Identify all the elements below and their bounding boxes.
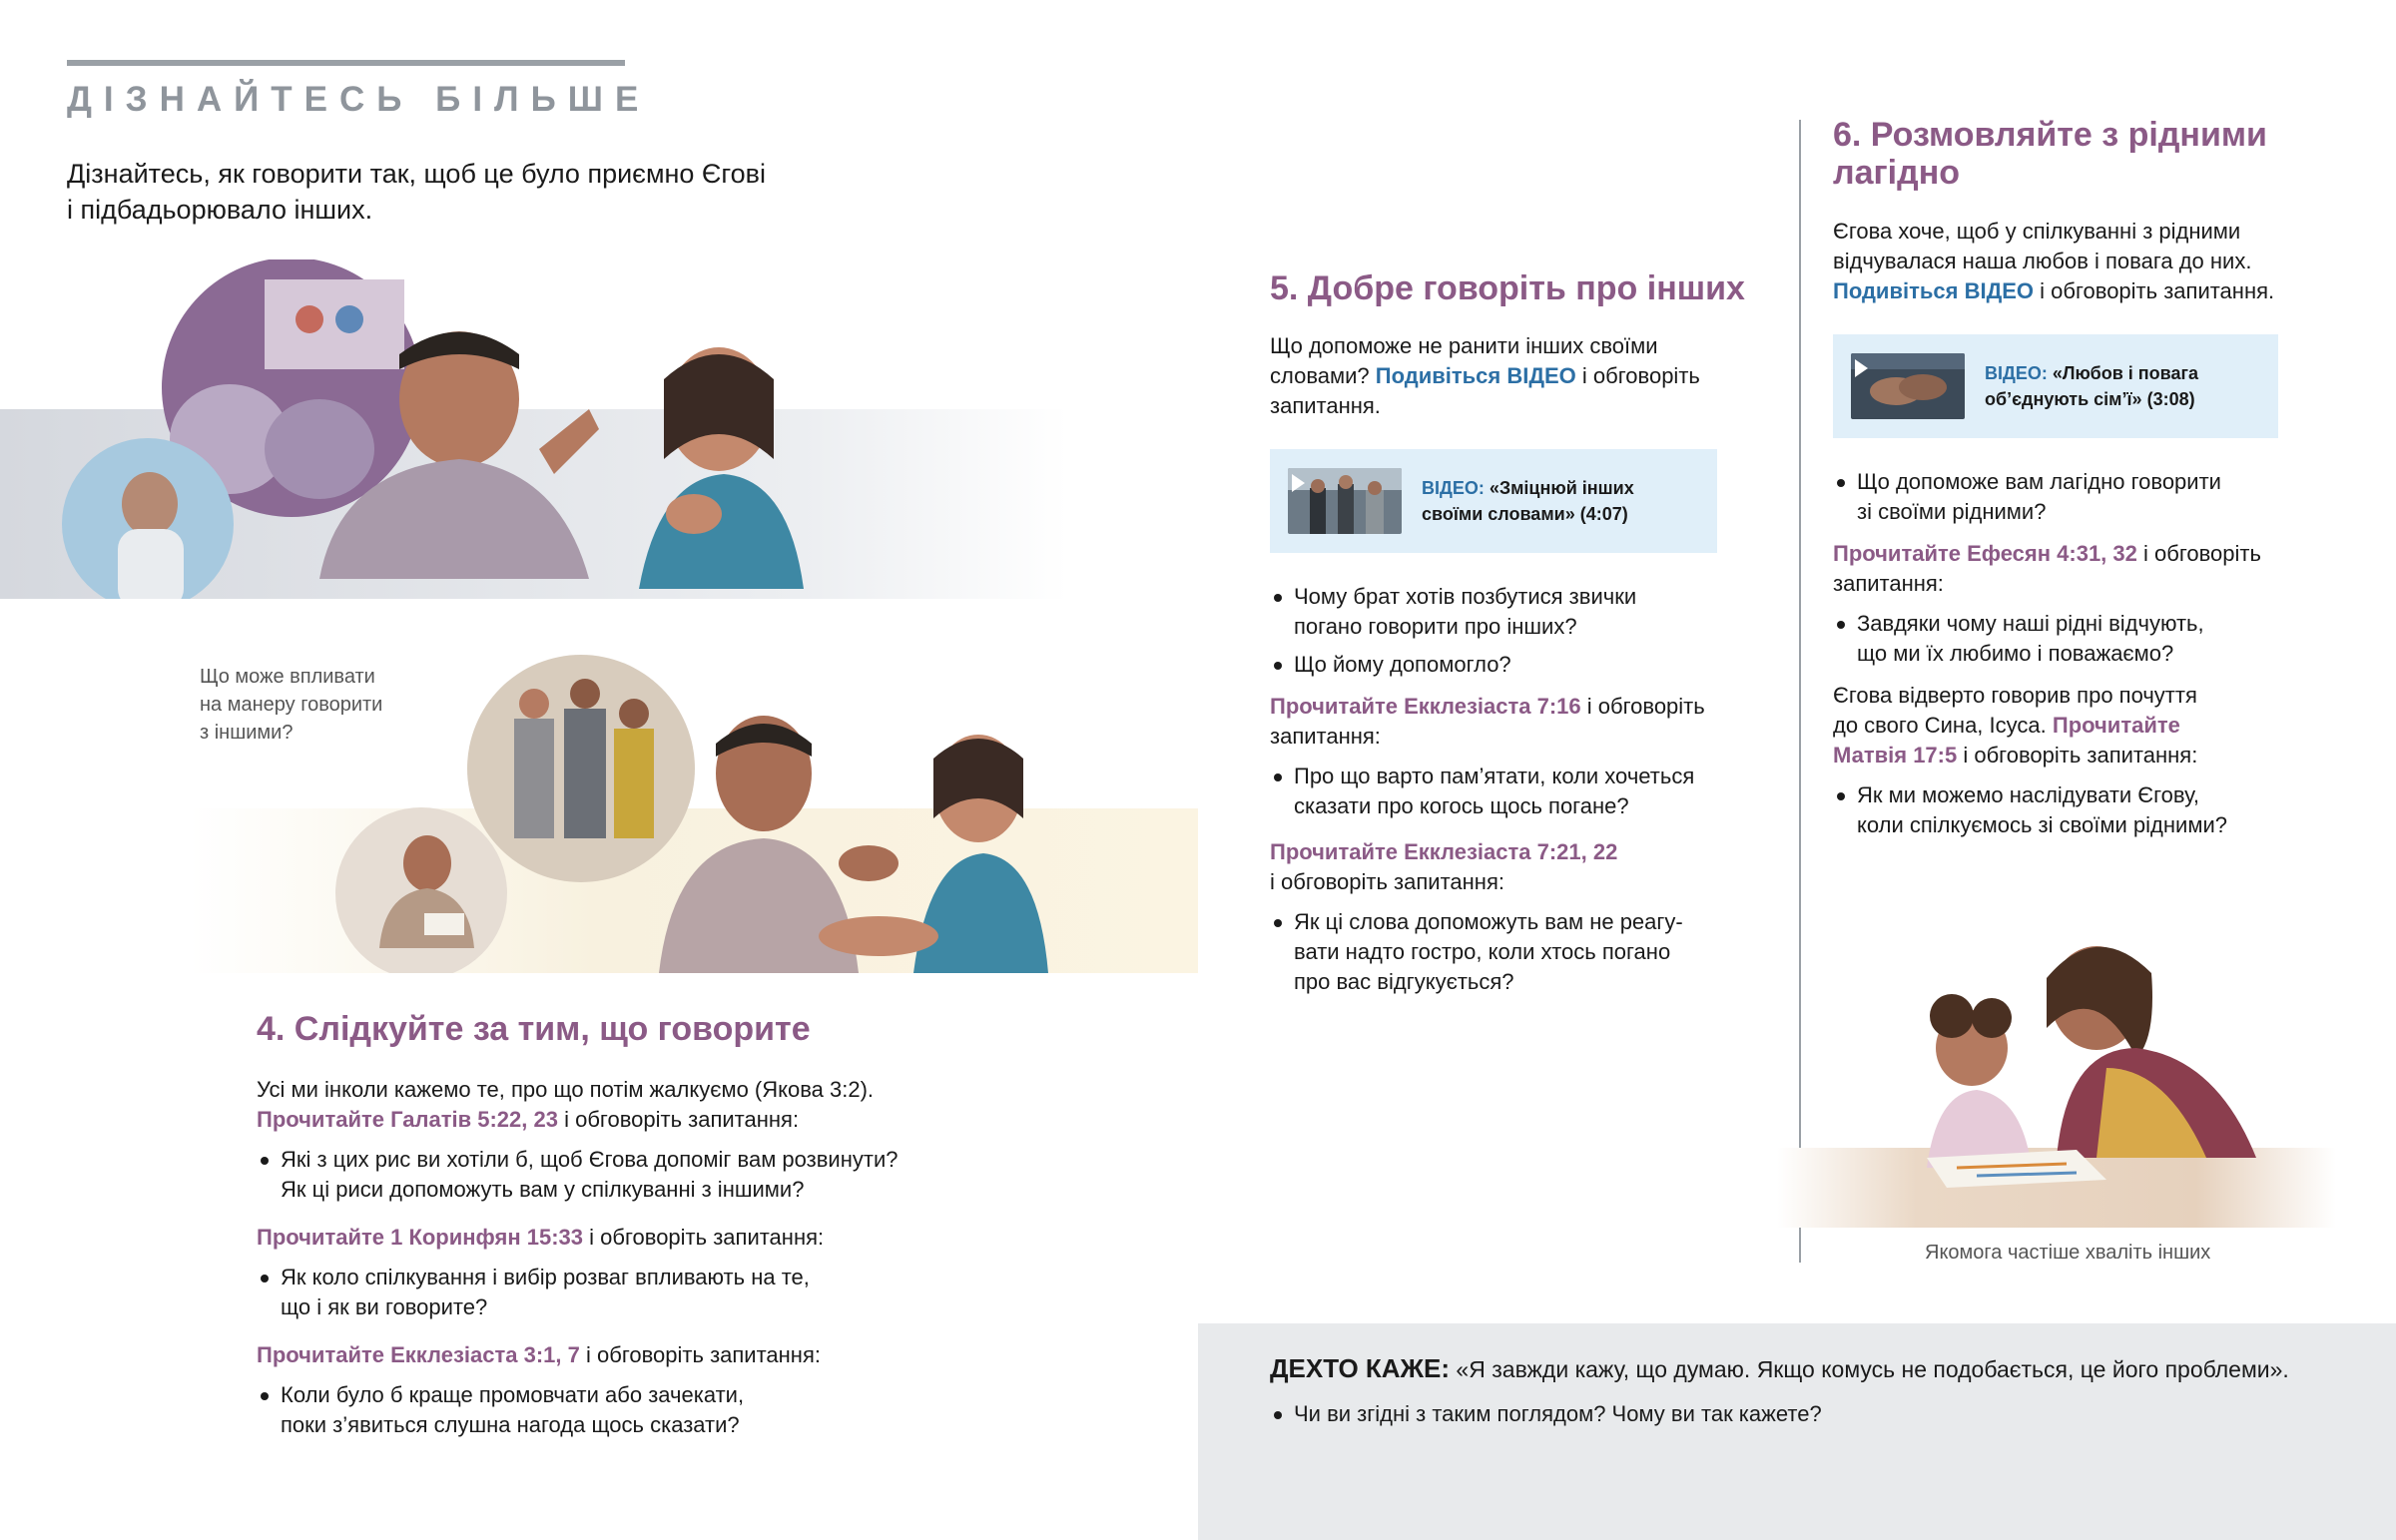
question-line: Як ці слова допоможуть вам не реагу- — [1294, 909, 1683, 934]
reading-line — [1270, 837, 1789, 867]
scripture-link[interactable]: Прочитайте Екклезіаста 7:16 — [1270, 694, 1581, 719]
reading-instruction: і обговоріть запитання: — [1270, 869, 1504, 894]
video-card[interactable] — [1270, 449, 1717, 553]
intro-line — [1270, 361, 1789, 391]
video-title[interactable] — [1985, 360, 2198, 412]
some-say-statement — [1270, 1353, 2289, 1384]
question-list — [1833, 780, 2372, 840]
section-6-title — [1833, 116, 2267, 192]
scripture-link[interactable]: Прочитайте Екклезіаста 3:1, 7 — [257, 1342, 580, 1367]
section-5-intro — [1270, 331, 1789, 421]
question-item — [1270, 582, 1789, 642]
intro-text — [67, 156, 766, 228]
reading-instruction: запитання: — [1270, 724, 1381, 749]
intro-line: запитання. — [1270, 393, 1381, 418]
video-link[interactable]: Подивіться ВІДЕО — [1375, 363, 1576, 388]
section-4-title: 4. Слідкуйте за тим, що говорите — [257, 1010, 811, 1048]
question-line: що і як ви говорите? — [281, 1294, 488, 1319]
scripture-link[interactable]: Прочитайте Екклезіаста 7:21, 22 — [1270, 839, 1618, 864]
question-line: Що допоможе вам лагідно говорити — [1857, 469, 2221, 494]
question-item — [257, 1380, 995, 1440]
reading-instruction: і обговоріть запитання: — [557, 1107, 800, 1132]
intro-line: і підбадьорювало інших. — [67, 195, 373, 225]
reading-line — [257, 1223, 995, 1253]
video-thumbnail[interactable] — [1288, 468, 1402, 534]
question-list — [1270, 582, 1789, 680]
section-kicker: ДІЗНАЙТЕСЬ БІЛЬШЕ — [67, 80, 651, 119]
section-6-intro — [1833, 217, 2372, 306]
intro-line: Дізнайтесь, як говорити так, щоб це було приємно Єгові — [67, 159, 766, 189]
video-title-text: «Любов і повага — [2047, 363, 2198, 383]
video-label: ВІДЕО: — [1985, 363, 2048, 383]
title-line: лагідно — [1833, 154, 1961, 192]
question-line: про вас відгукується? — [1294, 969, 1514, 994]
intro-line: відчувалася наша любов і повага до них. — [1833, 249, 2252, 273]
video-title-line — [1985, 360, 2198, 386]
intro-text: і обговоріть запитання. — [2034, 278, 2275, 303]
question-list — [1270, 907, 1789, 997]
header-rule — [67, 60, 625, 66]
reading-instruction: і обговоріть запитання: — [583, 1225, 825, 1250]
scripture-link[interactable]: Матвія 17:5 — [1833, 743, 1958, 768]
question-line: поки з’явиться слушна нагода щось сказати? — [281, 1412, 740, 1437]
question-list — [257, 1380, 995, 1440]
question-line: сказати про когось щось погане? — [1294, 793, 1629, 818]
play-icon[interactable] — [1855, 359, 1868, 377]
question-line: Як ми можемо наслідувати Єгову, — [1857, 782, 2200, 807]
some-say-quote: «Я завжди кажу, що думаю. Якщо комусь не подобається, це його проблеми». — [1450, 1356, 2289, 1382]
illustration-kind-talk — [170, 639, 1198, 973]
question-list — [257, 1145, 995, 1205]
question-item — [1833, 780, 2372, 840]
section-6-body — [1833, 467, 2372, 848]
section-5-title: 5. Добре говоріть про інших — [1270, 269, 1745, 307]
paragraph-text: до свого Сина, Ісуса. — [1833, 713, 2053, 738]
question-line: Як ці риси допоможуть вам у спілкуванні з іншими? — [281, 1177, 805, 1202]
video-title[interactable] — [1422, 475, 1634, 527]
intro-text: словами? — [1270, 363, 1376, 388]
reading-line — [257, 1105, 995, 1135]
paragraph-line — [1833, 741, 2372, 770]
question-line: погано говорити про інших? — [1294, 614, 1577, 639]
video-title-text: «Зміцнюй інших — [1484, 478, 1634, 498]
scripture-link[interactable]: Прочитайте Галатів 5:22, 23 — [257, 1107, 558, 1132]
section-5-body — [1270, 582, 1789, 1005]
video-link[interactable]: Подивіться ВІДЕО — [1833, 278, 2035, 303]
question-list — [257, 1263, 995, 1322]
question-item — [1270, 650, 1789, 680]
question-line: Завдяки чому наші рідні відчують, — [1857, 611, 2204, 636]
question-item: Чи ви згідні з таким поглядом? Чому ви так кажете? — [1270, 1399, 1822, 1429]
intro-line — [1833, 276, 2372, 306]
reading-instruction: і обговоріть запитання: — [579, 1342, 821, 1367]
reading-line — [257, 1340, 995, 1370]
intro-line: Єгова хоче, щоб у спілкуванні з рідними — [1833, 219, 2241, 244]
question-line: коли спілкуємось зі своїми рідними? — [1857, 812, 2227, 837]
some-say-label: ДЕХТО КАЖЕ: — [1270, 1353, 1451, 1383]
caption-line: на манеру говорити — [200, 694, 383, 716]
reading-instruction: запитання: — [1833, 571, 1944, 596]
video-label: ВІДЕО: — [1422, 478, 1485, 498]
reading-instruction: і обговоріть — [2136, 541, 2261, 566]
video-title-line — [1422, 475, 1634, 501]
question-line: Що йому допомогло? — [1294, 652, 1511, 677]
reading-line — [1270, 692, 1789, 722]
question-line: Чому брат хотів позбутися звички — [1294, 584, 1637, 609]
question-line: Як коло спілкування і вибір розваг впливають на те, — [281, 1265, 810, 1289]
reading-instruction: і обговоріть запитання: — [1957, 743, 2198, 768]
reading-instruction: і обговоріть — [1580, 694, 1705, 719]
illustration-argument — [0, 259, 1068, 599]
question-line: Які з цих рис ви хотіли б, щоб Єгова допоміг вам розвинути? — [281, 1147, 898, 1172]
scripture-link[interactable]: Прочитайте 1 Коринфян 15:33 — [257, 1225, 584, 1250]
question-list — [1270, 762, 1789, 821]
intro-text: і обговоріть — [1575, 363, 1700, 388]
question-item — [257, 1145, 995, 1205]
caption-line: Що може впливати — [200, 666, 375, 688]
section-4-intro: Усі ми інколи кажемо те, про що потім жалкуємо (Якова 3:2). — [257, 1077, 875, 1102]
video-title-line: об’єднують сім’ї» (3:08) — [1985, 389, 2195, 409]
question-line: зі своїми рідними? — [1857, 499, 2047, 524]
question-list — [1833, 467, 2372, 527]
question-item — [257, 1263, 995, 1322]
intro-line: Що допоможе не ранити інших своїми — [1270, 333, 1658, 358]
question-list — [1270, 1399, 1822, 1437]
image-caption: Якомога частіше хваліть інших — [1925, 1242, 2211, 1264]
question-line: що ми їх любимо і поважаємо? — [1857, 641, 2174, 666]
scripture-link[interactable]: Прочитайте Ефесян 4:31, 32 — [1833, 541, 2137, 566]
caption-line: з іншими? — [200, 722, 294, 744]
question-item — [1270, 907, 1789, 997]
question-item — [1833, 609, 2372, 669]
video-title-line: своїми словами» (4:07) — [1422, 504, 1628, 524]
question-item — [1833, 467, 2372, 527]
scripture-link[interactable]: Прочитайте — [2052, 713, 2180, 738]
video-card[interactable] — [1833, 334, 2278, 438]
question-line: Про що варто пам’ятати, коли хочеться — [1294, 764, 1695, 788]
question-list — [1833, 609, 2372, 669]
question-line: Коли було б краще промовчати або зачекати, — [281, 1382, 745, 1407]
section-4-body — [257, 1075, 995, 1448]
play-icon[interactable] — [1292, 474, 1305, 492]
paragraph-line — [1833, 711, 2372, 741]
reading-line — [1833, 539, 2372, 569]
some-say-box — [1198, 1323, 2396, 1540]
illustration-praise — [1777, 918, 2336, 1248]
video-thumbnail[interactable] — [1851, 353, 1965, 419]
question-item — [1270, 762, 1789, 821]
paragraph-line: Єгова відверто говорив про почуття — [1833, 683, 2197, 708]
question-line: вати надто гостро, коли хтось погано — [1294, 939, 1671, 964]
title-line: 6. Розмовляйте з рідними — [1833, 116, 2267, 154]
